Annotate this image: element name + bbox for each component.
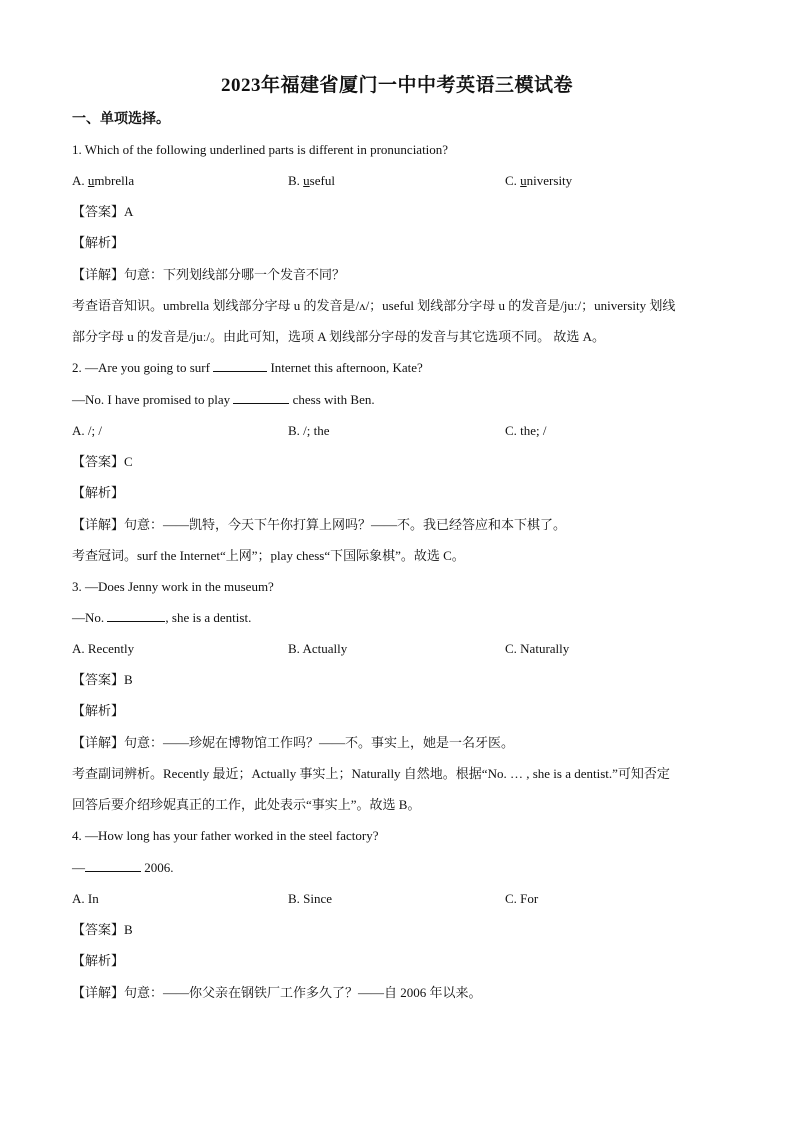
q1-explanation-line-2: 部分字母 u 的发音是/juː/。由此可知，选项 A 划线部分字母的发音与其它选项不同。 故选 A。 [72, 329, 606, 344]
q2-blank-2 [233, 391, 289, 404]
q1-detail: 【详解】句意：下列划线部分哪一个发音不同？ [72, 267, 346, 282]
q1-option-b: B. useful [288, 173, 335, 188]
q4-option-c: C. For [505, 891, 539, 906]
q3-analysis-label: 【解析】 [72, 703, 125, 718]
q4-detail: 【详解】句意：——你父亲在钢铁厂工作多久了？——自 2006 年以来。 [72, 985, 482, 1000]
q3-stem-line-2: —No. , she is a dentist. [72, 610, 252, 625]
q3-option-b: B. Actually [288, 641, 348, 656]
q2-blank-1 [213, 359, 267, 372]
q2-answer: 【答案】C [72, 454, 133, 469]
q1-stem: 1. Which of the following underlined parts is different in pronunciation? [72, 142, 449, 157]
q2-option-a: A. /; / [72, 423, 102, 438]
q2-option-c: C. the; / [505, 423, 547, 438]
q3-detail: 【详解】句意：——珍妮在博物馆工作吗？——不。事实上，她是一名牙医。 [72, 735, 515, 750]
q4-blank [85, 859, 141, 872]
q1-option-c: C. university [505, 173, 573, 188]
q4-stem-line-1: 4. —How long has your father worked in the steel factory? [72, 828, 379, 843]
q4-analysis-label: 【解析】 [72, 953, 125, 968]
q3-answer: 【答案】B [72, 672, 133, 687]
q2-explanation-line-1: 考查冠词。surf the Internet“上网”；play chess“下国际象棋”。故选 C。 [72, 548, 465, 563]
q3-explanation-line-1: 考查副词辨析。Recently 最近；Actually 事实上；Naturally 自然地。根据“No. … , she is a dentist.”可知否定 [72, 766, 670, 781]
q3-explanation-line-2: 回答后要介绍珍妮真正的工作，此处表示“事实上”。故选 B。 [72, 797, 421, 812]
q3-option-a: A. Recently [72, 641, 135, 656]
q2-stem-line-1: 2. —Are you going to surf Internet this afternoon, Kate? [72, 360, 423, 375]
q1-explanation-line-1: 考查语音知识。umbrella 划线部分字母 u 的发音是/ʌ/；useful 划线部分字母 u 的发音是/juː/；university 划线 [72, 298, 676, 313]
q4-answer: 【答案】B [72, 922, 133, 937]
q3-option-c: C. Naturally [505, 641, 570, 656]
q1-analysis-label: 【解析】 [72, 235, 125, 250]
q2-option-b: B. /; the [288, 423, 330, 438]
q2-analysis-label: 【解析】 [72, 485, 125, 500]
section-heading: 一、单项选择。 [72, 112, 170, 127]
q2-stem-line-2: —No. I have promised to play chess with Ben. [72, 392, 375, 407]
q4-option-b: B. Since [288, 891, 333, 906]
q2-detail: 【详解】句意：——凯特，今天下午你打算上网吗？——不。我已经答应和本下棋了。 [72, 517, 567, 532]
q1-option-a: A. umbrella [72, 173, 135, 188]
q3-stem-line-1: 3. —Does Jenny work in the museum? [72, 579, 274, 594]
q1-answer: 【答案】A [72, 204, 134, 219]
q4-stem-line-2: — 2006. [72, 860, 174, 875]
page-title: 2023年福建省厦门一中中考英语三模试卷 [220, 75, 573, 96]
q4-option-a: A. In [72, 891, 99, 906]
q3-blank [107, 609, 165, 622]
